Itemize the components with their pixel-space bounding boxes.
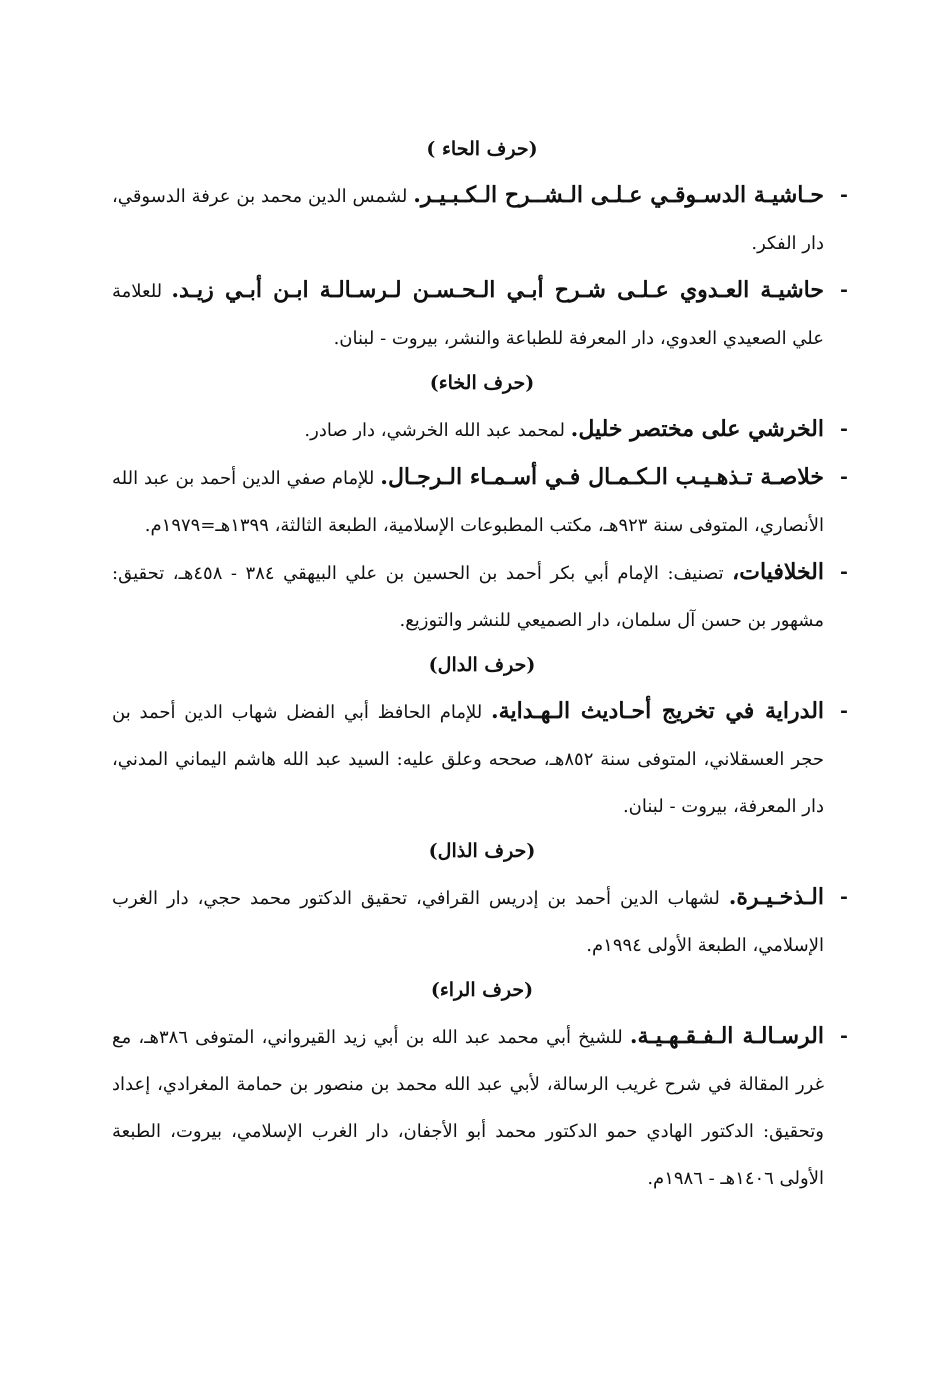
section-heading-dhal: (حرف الذال): [428, 840, 536, 862]
entry-bullet: -: [840, 418, 848, 440]
bibliography-entry: [112, 1013, 852, 1202]
entry-bullet: -: [840, 184, 848, 206]
entry-title: حـاشيـة الدسـوقـي عـلـى الـشــرح الـكـبـيـر.: [413, 182, 824, 208]
section-heading-dal: (حرف الدال): [428, 654, 536, 676]
entry-bullet: -: [840, 561, 848, 583]
section-heading-kha: (حرف الخاء): [429, 372, 535, 394]
entry-title: الخلافيات،: [732, 559, 824, 585]
entry-text: تصنيف: الإمام أبي بكر أحمد بن الحسين بن علي البيهقي ٣٨٤ - ٤٥٨هـ، تحقيق: مشهور بن حسن آل سلمان، دار الصميعي للنشر والتوزيع.: [112, 563, 824, 631]
section-heading-ra: (حرف الراء): [430, 979, 534, 1001]
bibliography-entry: [112, 549, 852, 644]
bibliography-entry: [112, 874, 852, 969]
entry-bullet: -: [840, 466, 848, 488]
entry-text: للإمام الحافظ أبي الفضل شهاب الدين أحمد بن حجر العسقلاني، المتوفى سنة ٨٥٢هـ، صححه وعلق عليه: السيد عبد الله هاشم اليماني المدني، دار المعرفة، بيروت - لبنان.: [112, 702, 825, 817]
entry-bullet: -: [840, 886, 848, 908]
entry-title: حاشيـة العـدوي عـلـى شـرح أبـي الـحـسـن لـرسـالـة ابـن أبـي زيـد.: [171, 277, 824, 303]
entry-text: للإمام صفي الدين أحمد بن عبد الله الأنصاري، المتوفى سنة ٩٢٣هـ، مكتب المطبوعات الإسلامية، الطبعة الثالثة، ١٣٩٩هـ=١٩٧٩م.: [112, 468, 824, 536]
bibliography-entry: [112, 172, 852, 267]
entry-text: لشهاب الدين أحمد بن إدريس القرافي، تحقيق الدكتور محمد حجي، دار الغرب الإسلامي، الطبعة الأولى ١٩٩٤م.: [112, 888, 824, 956]
entry-bullet: -: [840, 700, 848, 722]
entry-bullet: -: [840, 279, 848, 301]
bibliography-entry: [112, 688, 852, 830]
bibliography-content: [112, 128, 852, 1202]
entry-title: الخرشي على مختصر خليل.: [570, 416, 824, 442]
entry-title: الـذخـيـرة.: [728, 884, 824, 910]
section-heading-ha: (حرف الحاء ): [426, 138, 538, 160]
bibliography-entry: [112, 267, 852, 362]
entry-text: لمحمد عبد الله الخرشي، دار صادر.: [304, 420, 571, 441]
bibliography-entry: [112, 454, 852, 549]
entry-text: لشمس الدين محمد بن عرفة الدسوقي، دار الفكر.: [112, 186, 824, 254]
entry-text: للعلامة علي الصعيدي العدوي، دار المعرفة للطباعة والنشر، بيروت - لبنان.: [112, 281, 824, 349]
bibliography-entry: [112, 406, 852, 454]
entry-text: للشيخ أبي محمد عبد الله بن أبي زيد القيرواني، المتوفى ٣٨٦هـ، مع غرر المقالة في شرح غريب الرسالة، لأبي عبد الله محمد بن منصور بن حمامة المغرادي، إعداد وتحقيق: الدكتور الهادي حمو الدكتور محمد أبو الأجفان، دار الغرب الإسلامي، بيروت، الطبعة الأولى ١٤٠٦هـ - ١٩٨٦م.: [112, 1027, 824, 1189]
entry-title: الرسـالـة الـفـقـهـيـة.: [629, 1023, 824, 1049]
entry-title: الدراية في تخريج أحـاديث الـهـداية.: [491, 698, 825, 724]
entry-bullet: -: [840, 1025, 848, 1047]
entry-title: خلاصـة تـذهـيـب الـكـمـال فـي أسـمـاء الـرجـال.: [380, 464, 824, 490]
